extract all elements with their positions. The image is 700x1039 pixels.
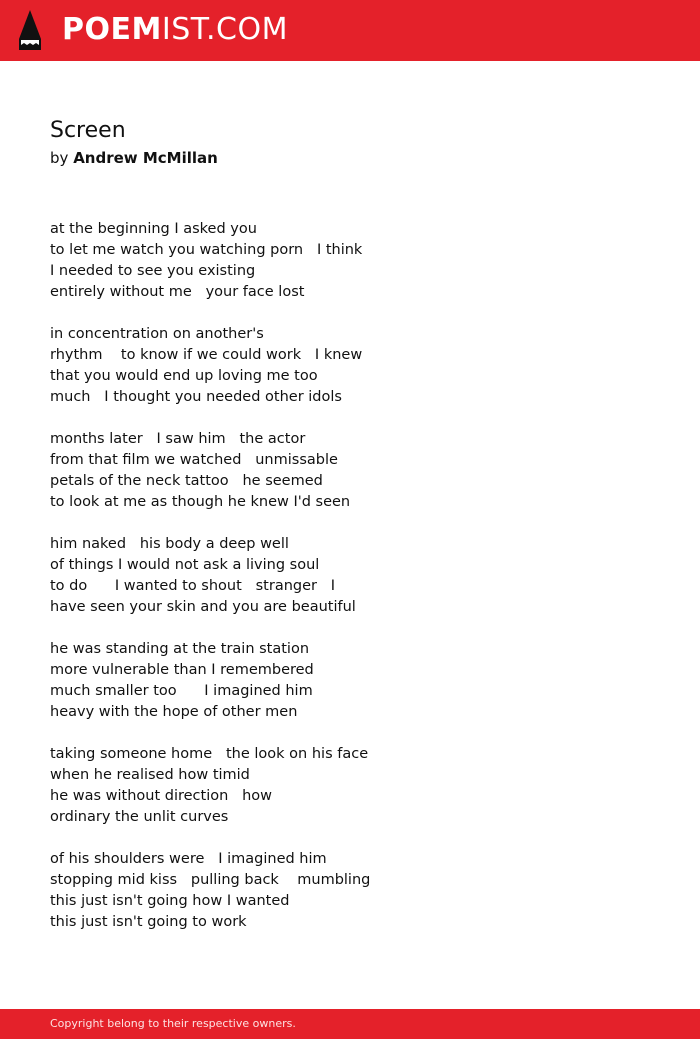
stanza: [50, 849, 370, 933]
poem-line: rhythm to know if we could work I knew: [50, 347, 363, 363]
poem-line: at the beginning I asked you: [50, 221, 257, 237]
author-name: Andrew McMillan: [73, 149, 218, 167]
poem-line: he was without direction how: [50, 788, 273, 804]
brand-light: IST.COM: [161, 12, 288, 47]
byline: [50, 148, 218, 168]
poem-line: stopping mid kiss pulling back mumbling: [50, 872, 371, 888]
stanza: [50, 534, 370, 618]
poem-line: when he realised how timid: [50, 767, 250, 783]
poem-line: more vulnerable than I remembered: [50, 662, 314, 678]
poem-line: taking someone home the look on his face: [50, 746, 369, 762]
poem-line: much smaller too I imagined him: [50, 683, 313, 699]
poem-line: him naked his body a deep well: [50, 536, 289, 552]
site-header: [0, 0, 700, 61]
poem-line: much I thought you needed other idols: [50, 389, 342, 405]
poem-line: in concentration on another's: [50, 326, 264, 342]
brand-bold: POEM: [62, 12, 162, 47]
copyright-text: Copyright belong to their respective owners.: [50, 1017, 296, 1030]
poem-body: [50, 219, 370, 954]
poem-line: months later I saw him the actor: [50, 431, 306, 447]
poem-line: entirely without me your face lost: [50, 284, 305, 300]
poem-line: this just isn't going how I wanted: [50, 893, 290, 909]
poem-line: have seen your skin and you are beautiful: [50, 599, 356, 615]
poem-line: to do I wanted to shout stranger I: [50, 578, 336, 594]
site-logo[interactable]: [62, 12, 288, 48]
poem-line: he was standing at the train station: [50, 641, 310, 657]
poem-line: ordinary the unlit curves: [50, 809, 229, 825]
pencil-icon[interactable]: [18, 9, 42, 51]
poem-title: Screen: [50, 118, 126, 143]
poem-line: this just isn't going to work: [50, 914, 247, 930]
stanza: [50, 219, 370, 303]
stanza: [50, 324, 370, 408]
by-label: by: [50, 149, 69, 167]
stanza: [50, 744, 370, 828]
poem-line: from that film we watched unmissable: [50, 452, 338, 468]
poem-line: heavy with the hope of other men: [50, 704, 298, 720]
poem-line: petals of the neck tattoo he seemed: [50, 473, 323, 489]
poem-line: to let me watch you watching porn I think: [50, 242, 363, 258]
stanza: [50, 429, 370, 513]
stanza: [50, 639, 370, 723]
site-footer: [0, 1009, 700, 1039]
poem-line: of his shoulders were I imagined him: [50, 851, 327, 867]
poem-line: to look at me as though he knew I'd seen: [50, 494, 351, 510]
poem-line: that you would end up loving me too: [50, 368, 318, 384]
poem-line: I needed to see you existing: [50, 263, 256, 279]
poem-line: of things I would not ask a living soul: [50, 557, 320, 573]
